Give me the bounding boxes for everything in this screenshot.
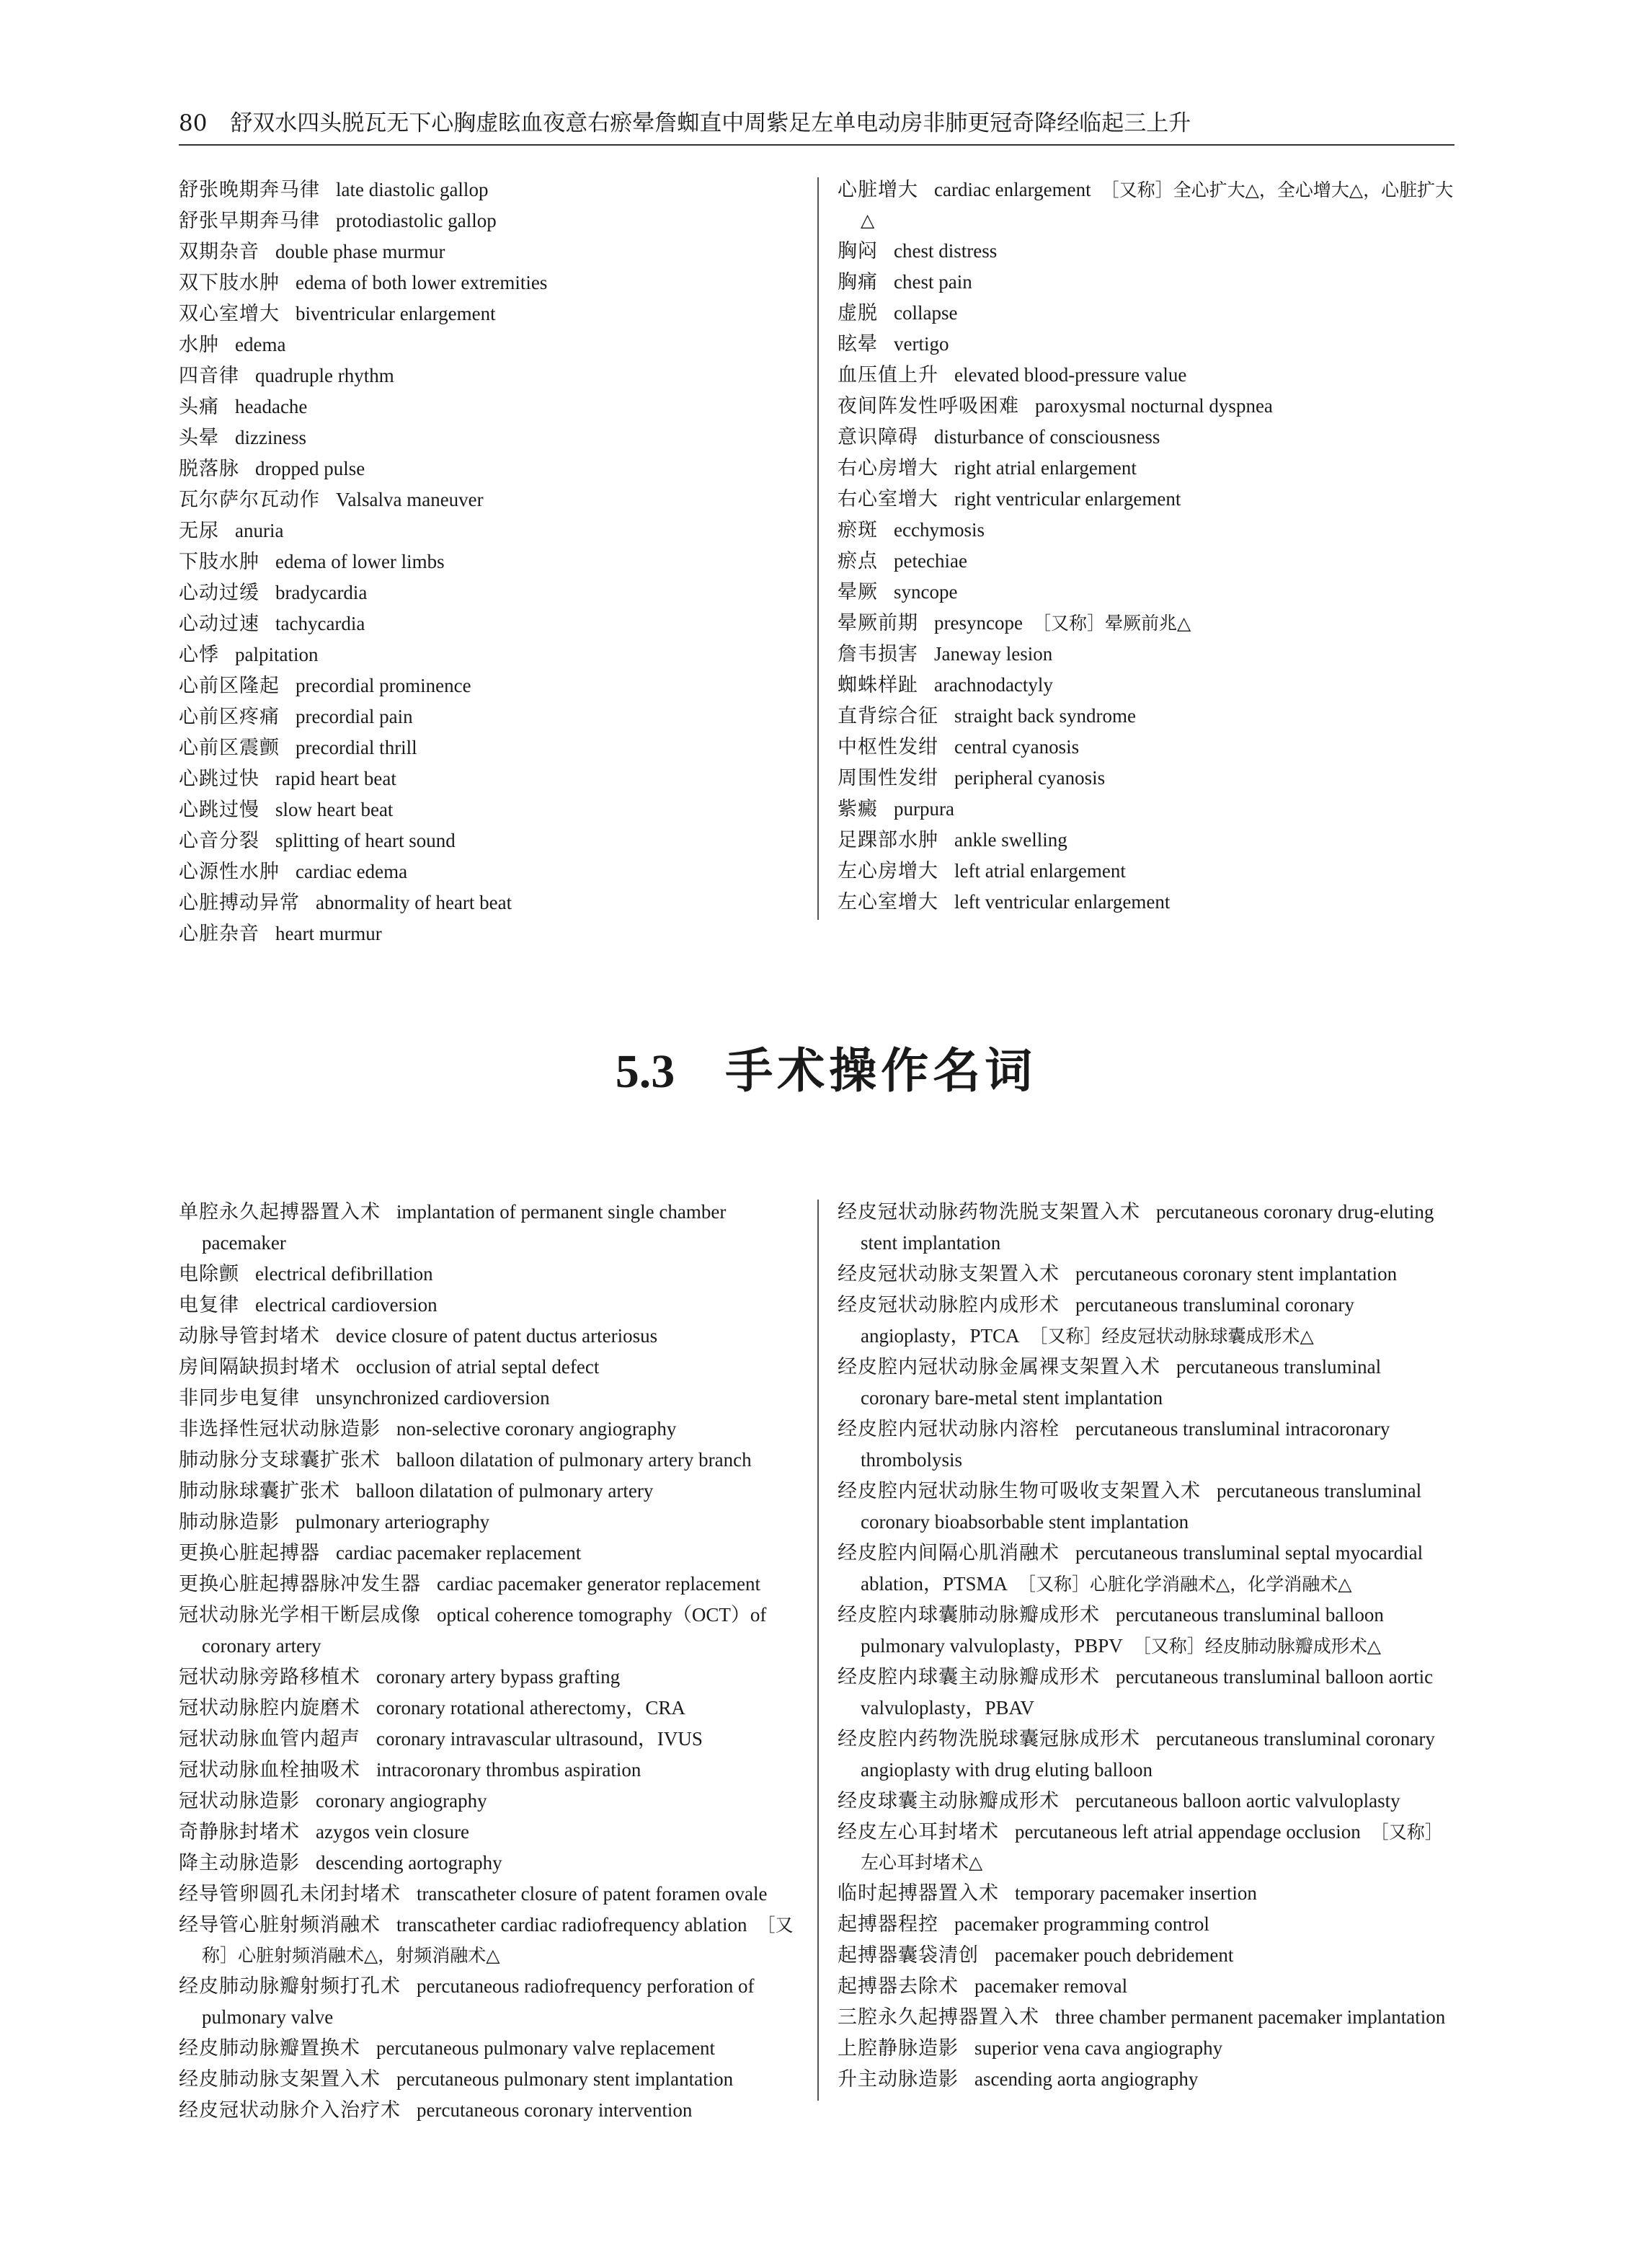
term-chinese: 经皮肺动脉瓣射频打孔术 — [179, 1975, 401, 1998]
glossary-entry — [838, 1817, 1455, 1878]
term-english: edema of both lower extremities — [296, 272, 548, 293]
glossary-entry — [838, 515, 1455, 546]
term-chinese: 升主动脉造影 — [838, 2068, 959, 2091]
term-chinese: 冠状动脉旁路移植术 — [179, 1666, 360, 1688]
term-english: heart murmur — [275, 923, 382, 944]
term-chinese: 经皮肺动脉支架置入术 — [179, 2068, 381, 2091]
term-chinese: 肺动脉分支球囊扩张术 — [179, 1449, 381, 1471]
glossary-entry — [838, 701, 1455, 732]
procedures-right-column — [838, 1197, 1455, 2095]
glossary-entry — [838, 1909, 1455, 1940]
glossary-entry — [179, 732, 813, 763]
term-english: straight back syndrome — [954, 705, 1136, 727]
term-english: headache — [235, 396, 308, 417]
term-english: disturbance of consciousness — [934, 426, 1160, 448]
glossary-entry — [179, 1600, 804, 1662]
term-chinese: 动脉导管封堵术 — [179, 1325, 320, 1347]
glossary-entry — [179, 236, 813, 267]
term-english: arachnodactyly — [934, 674, 1053, 696]
term-chinese: 肺动脉造影 — [179, 1511, 280, 1533]
glossary-entry — [179, 453, 813, 484]
term-chinese: 右心室增大 — [838, 488, 938, 510]
glossary-entry — [179, 1724, 804, 1755]
term-chinese: 晕厥 — [838, 581, 878, 603]
term-chinese: 头晕 — [179, 427, 219, 449]
glossary-entry — [179, 1414, 804, 1445]
term-english: vertigo — [894, 333, 949, 355]
term-chinese: 左心室增大 — [838, 891, 938, 913]
term-english: transcatheter closure of patent foramen ovale — [417, 1883, 768, 1905]
term-english: double phase murmur — [275, 241, 445, 262]
term-english: cardiac enlargement — [934, 179, 1091, 200]
term-english: peripheral cyanosis — [954, 767, 1106, 789]
glossary-entry — [179, 670, 813, 701]
term-english: percutaneous coronary intervention — [417, 2099, 693, 2121]
term-english: implantation of permanent single chamber pacemaker — [202, 1201, 727, 1254]
term-chinese: 冠状动脉腔内旋磨术 — [179, 1697, 360, 1719]
glossary-entry — [838, 577, 1455, 608]
term-english: presyncope — [934, 612, 1023, 634]
glossary-entry — [838, 1476, 1455, 1538]
term-chinese: 经导管卵圆孔未闭封堵术 — [179, 1883, 401, 1905]
term-chinese: 奇静脉封堵术 — [179, 1821, 300, 1843]
term-alias: ［又称］全心扩大△，全心增大△，心脏扩大△ — [861, 179, 1454, 231]
term-alias: ［又称］经皮肺动脉瓣成形术△ — [1132, 1636, 1381, 1657]
term-chinese: 心前区疼痛 — [179, 706, 280, 728]
glossary-entry — [838, 391, 1455, 422]
glossary-entry — [179, 1693, 804, 1724]
term-english: dropped pulse — [255, 458, 365, 479]
column-divider — [817, 177, 819, 920]
glossary-entry — [179, 856, 813, 887]
term-chinese: 经皮冠状动脉支架置入术 — [838, 1263, 1060, 1285]
glossary-entry — [179, 1197, 804, 1259]
term-chinese: 右心房增大 — [838, 457, 938, 479]
term-english: splitting of heart sound — [275, 830, 456, 851]
term-english: three chamber permanent pacemaker implantation — [1055, 2006, 1446, 2028]
section-heading — [0, 1038, 1652, 1104]
glossary-entry — [179, 1507, 804, 1538]
term-chinese: 虚脱 — [838, 302, 878, 324]
term-chinese: 下肢水肿 — [179, 551, 259, 573]
glossary-entry — [179, 1321, 804, 1352]
term-chinese: 心动过缓 — [179, 582, 259, 604]
term-english: pacemaker programming control — [954, 1913, 1209, 1935]
column-divider — [817, 1200, 819, 2101]
term-english: ecchymosis — [894, 519, 985, 541]
term-chinese: 经皮腔内球囊肺动脉瓣成形术 — [838, 1604, 1100, 1626]
glossary-entry — [838, 1786, 1455, 1817]
glossary-entry — [179, 1910, 804, 1971]
glossary-entry — [838, 794, 1455, 825]
glossary-entry — [838, 639, 1455, 670]
glossary-entry — [838, 608, 1455, 639]
term-english: percutaneous left atrial appendage occlusion — [1015, 1821, 1361, 1843]
term-english: paroxysmal nocturnal dyspnea — [1035, 395, 1273, 417]
term-english: ascending aorta angiography — [974, 2068, 1199, 2090]
symptoms-left-column — [179, 174, 813, 949]
glossary-entry — [838, 1878, 1455, 1909]
term-english: superior vena cava angiography — [974, 2037, 1223, 2059]
glossary-entry — [179, 1538, 804, 1569]
term-chinese: 紫癜 — [838, 798, 878, 820]
symptoms-right-column — [838, 174, 1455, 918]
glossary-entry — [179, 1817, 804, 1848]
glossary-entry — [179, 360, 813, 391]
glossary-entry — [179, 1476, 804, 1507]
term-english: coronary artery bypass grafting — [376, 1666, 621, 1688]
term-english: percutaneous coronary drug-eluting stent implantation — [861, 1201, 1434, 1254]
term-chinese: 脱落脉 — [179, 458, 239, 480]
glossary-entry — [179, 298, 813, 329]
term-english: coronary rotational atherectomy，CRA — [376, 1697, 685, 1719]
term-english: Janeway lesion — [934, 643, 1053, 665]
term-chinese: 足踝部水肿 — [838, 829, 938, 851]
term-english: percutaneous radiofrequency perforation of pulmonary valve — [202, 1975, 755, 2028]
term-chinese: 经皮腔内药物洗脱球囊冠脉成形术 — [838, 1728, 1140, 1750]
glossary-entry — [179, 1971, 804, 2033]
glossary-entry — [838, 1290, 1455, 1352]
header-title: 舒双水四头脱瓦无下心胸虚眩血夜意右瘀晕詹蜘直中周紫足左单电动房非肺更冠奇降经临起三上升 — [230, 110, 1191, 136]
term-english: electrical cardioversion — [255, 1294, 438, 1316]
term-english: bradycardia — [275, 582, 368, 603]
term-chinese: 单腔永久起搏器置入术 — [179, 1201, 381, 1223]
term-chinese: 非选择性冠状动脉造影 — [179, 1418, 381, 1440]
term-alias: ［又称］晕厥前兆△ — [1032, 613, 1191, 634]
glossary-entry — [179, 577, 813, 608]
term-alias: ［又称］心脏化学消融术△，化学消融术△ — [1018, 1574, 1352, 1595]
glossary-entry — [179, 2033, 804, 2064]
term-english: late diastolic gallop — [336, 179, 489, 200]
glossary-entry — [179, 918, 813, 949]
term-chinese: 左心房增大 — [838, 860, 938, 882]
term-chinese: 电除颤 — [179, 1263, 239, 1285]
glossary-entry — [179, 887, 813, 918]
term-english: right ventricular enlargement — [954, 488, 1181, 510]
term-english: percutaneous transluminal balloon aortic valvuloplasty，PBAV — [861, 1666, 1434, 1719]
term-english: optical coherence tomography（OCT）of coronary artery — [202, 1604, 767, 1657]
term-english: edema of lower limbs — [275, 551, 445, 572]
glossary-entry — [179, 1755, 804, 1786]
term-english: right atrial enlargement — [954, 457, 1137, 479]
term-chinese: 中枢性发绀 — [838, 736, 938, 758]
header-rule — [179, 144, 1455, 146]
term-chinese: 经皮冠状动脉腔内成形术 — [838, 1294, 1060, 1316]
glossary-entry — [179, 763, 813, 794]
term-chinese: 眩晕 — [838, 333, 878, 355]
term-english: collapse — [894, 302, 958, 324]
term-alias: ［又称］心脏射频消融术△，射频消融术△ — [202, 1915, 794, 1966]
glossary-entry — [179, 701, 813, 732]
glossary-entry — [179, 794, 813, 825]
term-english: transcatheter cardiac radiofrequency ablation — [396, 1914, 747, 1936]
term-chinese: 水肿 — [179, 334, 219, 356]
glossary-entry — [838, 484, 1455, 515]
term-english: petechiae — [894, 550, 967, 572]
glossary-entry — [179, 608, 813, 639]
term-chinese: 经皮腔内冠状动脉内溶栓 — [838, 1418, 1060, 1440]
glossary-entry — [838, 2002, 1455, 2033]
term-english: ankle swelling — [954, 829, 1067, 851]
term-english: percutaneous transluminal coronary angioplasty with drug eluting balloon — [861, 1728, 1435, 1781]
term-chinese: 心源性水肿 — [179, 861, 280, 883]
glossary-entry — [838, 763, 1455, 794]
term-english: azygos vein closure — [316, 1821, 469, 1843]
glossary-entry — [838, 236, 1455, 267]
glossary-entry — [179, 1879, 804, 1910]
term-english: left ventricular enlargement — [954, 891, 1171, 913]
term-english: percutaneous transluminal coronary angioplasty，PTCA — [861, 1294, 1354, 1347]
term-english: rapid heart beat — [275, 768, 396, 789]
term-english: non-selective coronary angiography — [396, 1418, 677, 1440]
term-english: percutaneous coronary stent implantation — [1075, 1263, 1398, 1285]
glossary-entry — [838, 856, 1455, 887]
glossary-entry — [179, 825, 813, 856]
term-chinese: 胸痛 — [838, 271, 878, 293]
term-english: central cyanosis — [954, 736, 1080, 758]
glossary-entry — [838, 1414, 1455, 1476]
glossary-entry — [179, 546, 813, 577]
term-english: pulmonary arteriography — [296, 1511, 490, 1533]
term-english: percutaneous balloon aortic valvuloplasty — [1075, 1790, 1400, 1812]
term-chinese: 双下肢水肿 — [179, 272, 280, 294]
glossary-entry — [838, 1259, 1455, 1290]
glossary-entry — [838, 1600, 1455, 1662]
term-english: tachycardia — [275, 613, 365, 634]
term-chinese: 冠状动脉血栓抽吸术 — [179, 1759, 360, 1781]
term-chinese: 心脏搏动异常 — [179, 892, 300, 914]
term-english: chest pain — [894, 271, 972, 293]
term-chinese: 经皮球囊主动脉瓣成形术 — [838, 1790, 1060, 1812]
glossary-entry — [179, 329, 813, 360]
term-chinese: 血压值上升 — [838, 364, 938, 386]
term-chinese: 起搏器去除术 — [838, 1975, 959, 1998]
term-chinese: 上腔静脉造影 — [838, 2037, 959, 2060]
glossary-entry — [179, 1290, 804, 1321]
glossary-entry — [179, 391, 813, 422]
term-english: percutaneous transluminal coronary bioabsorbable stent implantation — [861, 1480, 1422, 1533]
term-english: percutaneous transluminal intracoronary thrombolysis — [861, 1418, 1390, 1471]
term-chinese: 经皮肺动脉瓣置换术 — [179, 2037, 360, 2060]
term-english: Valsalva maneuver — [336, 489, 484, 510]
term-english: elevated blood-pressure value — [954, 364, 1187, 386]
procedures-left-column — [179, 1197, 804, 2126]
term-english: percutaneous transluminal balloon pulmonary valvuloplasty，PBPV — [861, 1604, 1384, 1657]
term-chinese: 冠状动脉光学相干断层成像 — [179, 1604, 421, 1626]
term-english: anuria — [235, 520, 284, 541]
term-english: left atrial enlargement — [954, 860, 1126, 882]
term-english: percutaneous transluminal septal myocardial ablation，PTSMA — [861, 1542, 1424, 1595]
term-alias: ［又称］左心耳封堵术△ — [861, 1822, 1443, 1873]
term-chinese: 肺动脉球囊扩张术 — [179, 1480, 340, 1502]
glossary-entry — [179, 1786, 804, 1817]
term-chinese: 更换心脏起搏器脉冲发生器 — [179, 1573, 421, 1595]
glossary-entry — [179, 515, 813, 546]
term-chinese: 经皮腔内间隔心肌消融术 — [838, 1542, 1060, 1564]
term-english: biventricular enlargement — [296, 303, 496, 324]
term-chinese: 头痛 — [179, 396, 219, 418]
term-english: cardiac pacemaker replacement — [336, 1542, 582, 1564]
term-chinese: 冠状动脉血管内超声 — [179, 1728, 360, 1750]
term-english: occlusion of atrial septal defect — [356, 1356, 600, 1378]
glossary-entry — [838, 1724, 1455, 1786]
term-english: coronary intravascular ultrasound，IVUS — [376, 1728, 703, 1750]
term-chinese: 心跳过快 — [179, 768, 259, 790]
term-chinese: 舒张晚期奔马律 — [179, 179, 320, 201]
term-chinese: 双期杂音 — [179, 241, 259, 263]
term-english: percutaneous pulmonary stent implantation — [396, 2068, 734, 2090]
term-chinese: 四音律 — [179, 365, 239, 387]
term-chinese: 起搏器囊袋清创 — [838, 1944, 979, 1967]
glossary-entry — [179, 1445, 804, 1476]
term-chinese: 房间隔缺损封堵术 — [179, 1356, 340, 1378]
glossary-entry — [179, 1352, 804, 1383]
glossary-entry — [179, 484, 813, 515]
glossary-entry — [179, 1848, 804, 1879]
term-chinese: 经导管心脏射频消融术 — [179, 1914, 381, 1936]
term-chinese: 心跳过慢 — [179, 799, 259, 821]
glossary-entry — [838, 825, 1455, 856]
term-alias: ［又称］经皮冠状动脉球囊成形术△ — [1029, 1326, 1314, 1347]
glossary-entry — [838, 887, 1455, 918]
term-english: pacemaker pouch debridement — [995, 1944, 1234, 1966]
term-chinese: 经皮冠状动脉药物洗脱支架置入术 — [838, 1201, 1140, 1223]
term-english: balloon dilatation of pulmonary artery — [356, 1480, 654, 1502]
term-chinese: 詹韦损害 — [838, 643, 918, 665]
term-chinese: 舒张早期奔马律 — [179, 210, 320, 232]
term-english: descending aortography — [316, 1852, 502, 1874]
term-chinese: 瓦尔萨尔瓦动作 — [179, 489, 320, 511]
glossary-entry — [838, 174, 1455, 236]
term-chinese: 经皮腔内球囊主动脉瓣成形术 — [838, 1666, 1100, 1688]
glossary-entry — [179, 2064, 804, 2095]
term-english: device closure of patent ductus arteriosus — [336, 1325, 658, 1347]
term-english: unsynchronized cardioversion — [316, 1387, 550, 1409]
term-english: purpura — [894, 798, 954, 820]
term-english: precordial prominence — [296, 675, 471, 696]
term-english: palpitation — [235, 644, 319, 665]
term-chinese: 心前区震颤 — [179, 737, 280, 759]
glossary-entry — [838, 1197, 1455, 1259]
term-chinese: 冠状动脉造影 — [179, 1790, 300, 1812]
term-chinese: 心动过速 — [179, 613, 259, 635]
term-chinese: 经皮左心耳封堵术 — [838, 1821, 999, 1843]
glossary-entry — [179, 1662, 804, 1693]
term-english: slow heart beat — [275, 799, 394, 820]
term-english: percutaneous transluminal coronary bare-metal stent implantation — [861, 1356, 1382, 1409]
glossary-entry — [838, 546, 1455, 577]
term-english: balloon dilatation of pulmonary artery branch — [396, 1449, 752, 1471]
term-chinese: 夜间阵发性呼吸困难 — [838, 395, 1019, 417]
glossary-entry — [838, 1662, 1455, 1724]
term-english: dizziness — [235, 427, 306, 448]
term-chinese: 经皮冠状动脉介入治疗术 — [179, 2099, 401, 2122]
term-chinese: 降主动脉造影 — [179, 1852, 300, 1874]
glossary-entry — [179, 205, 813, 236]
glossary-entry — [838, 329, 1455, 360]
term-chinese: 胸闷 — [838, 240, 878, 262]
term-chinese: 瘀斑 — [838, 519, 878, 541]
term-chinese: 意识障碍 — [838, 426, 918, 448]
glossary-entry — [838, 1940, 1455, 1971]
glossary-entry — [179, 267, 813, 298]
term-chinese: 经皮腔内冠状动脉生物可吸收支架置入术 — [838, 1480, 1201, 1502]
term-chinese: 更换心脏起搏器 — [179, 1542, 320, 1564]
glossary-entry — [838, 267, 1455, 298]
term-english: percutaneous pulmonary valve replacement — [376, 2037, 716, 2059]
term-english: chest distress — [894, 240, 998, 262]
glossary-entry — [838, 2064, 1455, 2095]
term-chinese: 晕厥前期 — [838, 612, 918, 634]
term-chinese: 瘀点 — [838, 550, 878, 572]
glossary-entry — [838, 732, 1455, 763]
term-english: cardiac edema — [296, 861, 408, 882]
term-english: pacemaker removal — [974, 1975, 1128, 1997]
term-chinese: 周围性发绀 — [838, 767, 938, 789]
term-english: cardiac pacemaker generator replacement — [437, 1573, 760, 1595]
term-chinese: 非同步电复律 — [179, 1387, 300, 1409]
term-chinese: 心音分裂 — [179, 830, 259, 852]
term-english: quadruple rhythm — [255, 365, 394, 386]
section-number: 5.3 — [615, 1045, 675, 1098]
glossary-entry — [179, 2095, 804, 2126]
glossary-entry — [838, 670, 1455, 701]
glossary-entry — [179, 1383, 804, 1414]
glossary-entry — [179, 1569, 804, 1600]
glossary-entry — [838, 1352, 1455, 1414]
page-number: 80 — [179, 110, 208, 136]
term-chinese: 心脏杂音 — [179, 923, 259, 945]
term-english: electrical defibrillation — [255, 1263, 433, 1285]
term-chinese: 无尿 — [179, 520, 219, 542]
glossary-entry — [179, 174, 813, 205]
term-chinese: 心脏增大 — [838, 179, 918, 201]
term-english: protodiastolic gallop — [336, 210, 497, 231]
term-chinese: 直背综合征 — [838, 705, 938, 727]
glossary-entry — [179, 639, 813, 670]
term-chinese: 临时起搏器置入术 — [838, 1882, 999, 1905]
term-chinese: 电复律 — [179, 1294, 239, 1316]
term-chinese: 蜘蛛样趾 — [838, 674, 918, 696]
term-english: syncope — [894, 581, 958, 603]
term-chinese: 经皮腔内冠状动脉金属裸支架置入术 — [838, 1356, 1160, 1378]
term-english: precordial thrill — [296, 737, 417, 758]
term-english: intracoronary thrombus aspiration — [376, 1759, 641, 1781]
glossary-entry — [179, 1259, 804, 1290]
term-english: coronary angiography — [316, 1790, 487, 1812]
glossary-entry — [838, 2033, 1455, 2064]
term-chinese: 心前区隆起 — [179, 675, 280, 697]
glossary-entry — [838, 360, 1455, 391]
term-chinese: 双心室增大 — [179, 303, 280, 325]
term-chinese: 起搏器程控 — [838, 1913, 938, 1936]
glossary-entry — [838, 1971, 1455, 2002]
term-chinese: 心悸 — [179, 644, 219, 666]
term-english: precordial pain — [296, 706, 413, 727]
glossary-entry — [838, 453, 1455, 484]
term-chinese: 三腔永久起搏器置入术 — [838, 2006, 1039, 2029]
glossary-entry — [179, 422, 813, 453]
term-english: temporary pacemaker insertion — [1015, 1882, 1257, 1904]
term-english: edema — [235, 334, 286, 355]
glossary-entry — [838, 298, 1455, 329]
section-title: 手术操作名词 — [725, 1043, 1037, 1099]
glossary-entry — [838, 422, 1455, 453]
term-english: abnormality of heart beat — [316, 892, 512, 913]
glossary-entry — [838, 1538, 1455, 1600]
running-header — [179, 105, 1453, 141]
